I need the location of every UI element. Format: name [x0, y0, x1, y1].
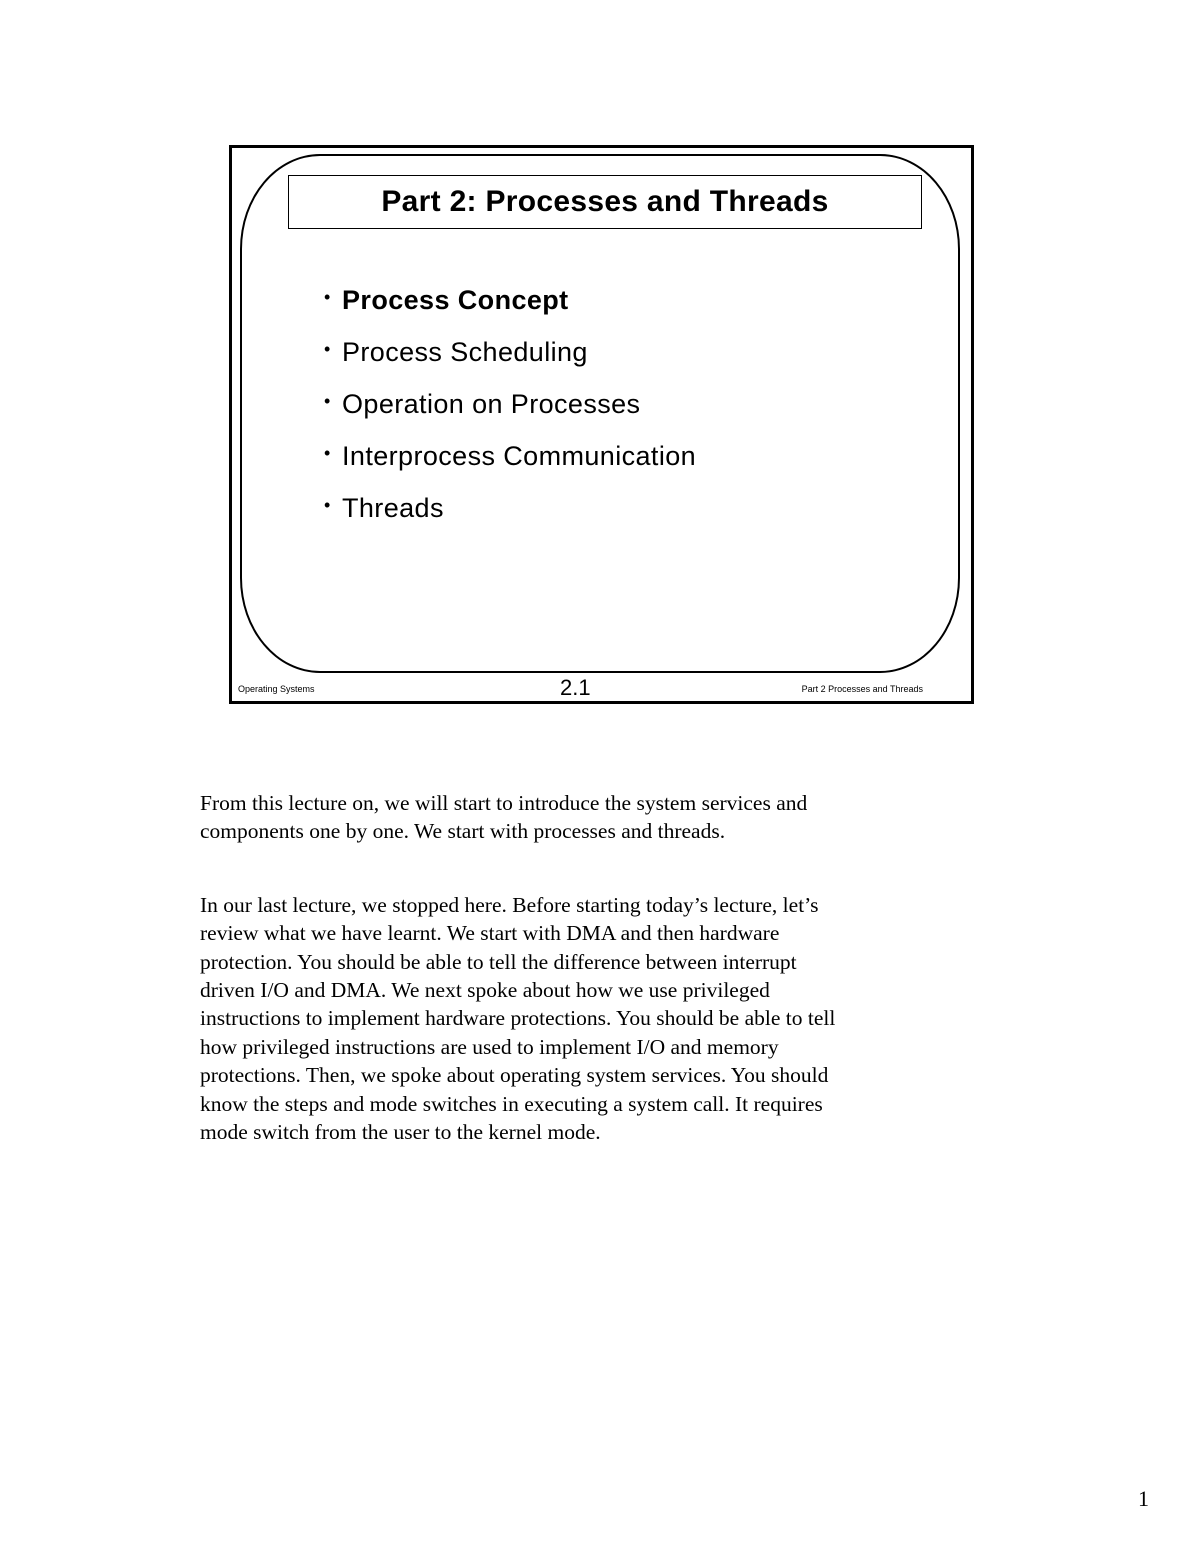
slide-footer-left: Operating Systems — [238, 684, 315, 694]
bullet-dot: • — [324, 339, 331, 359]
page-number: 1 — [1138, 1486, 1149, 1511]
bullet-dot: • — [324, 495, 331, 515]
bullet-item — [324, 389, 696, 441]
bullet-text: Interprocess Communication — [342, 441, 697, 471]
notes-paragraph: From this lecture on, we will start to introduce the system services and components one by one. We start with processes and threads. — [200, 791, 808, 844]
slide-title: Part 2: Processes and Threads — [381, 185, 829, 218]
bullet-item — [324, 441, 696, 493]
bullet-item — [324, 493, 696, 545]
bullet-text: Process Scheduling — [342, 337, 588, 367]
slide-footer-right: Part 2 Processes and Threads — [801, 684, 923, 694]
notes-paragraph: In our last lecture, we stopped here. Before starting today’s lecture, let’s review what we have learnt. We start with DMA and then hardware protection. You should be able to tell the difference between interrupt driven I/O and DMA. We next spoke about how we use privileged instructions to implement hardware protections. You should be able to tell how privileged instructions are used to implement I/O and memory protections. Then, we spoke about operating system services. You should know the steps and mode switches in executing a system call. It requires mode switch from the user to the kernel mode. — [200, 892, 836, 1145]
bullet-text: Process Concept — [342, 285, 569, 315]
bullet-dot: • — [324, 391, 331, 411]
slide-title-box — [288, 175, 922, 229]
bullet-list — [324, 285, 696, 545]
slide-frame — [229, 145, 974, 704]
bullet-item — [324, 285, 696, 337]
bullet-text: Operation on Processes — [342, 389, 641, 419]
slide-number: 2.1 — [560, 675, 591, 700]
bullet-text: Threads — [342, 493, 444, 523]
bullet-dot: • — [324, 443, 331, 463]
lecture-notes — [200, 789, 850, 1191]
bullet-dot: • — [324, 287, 331, 307]
bullet-item — [324, 337, 696, 389]
